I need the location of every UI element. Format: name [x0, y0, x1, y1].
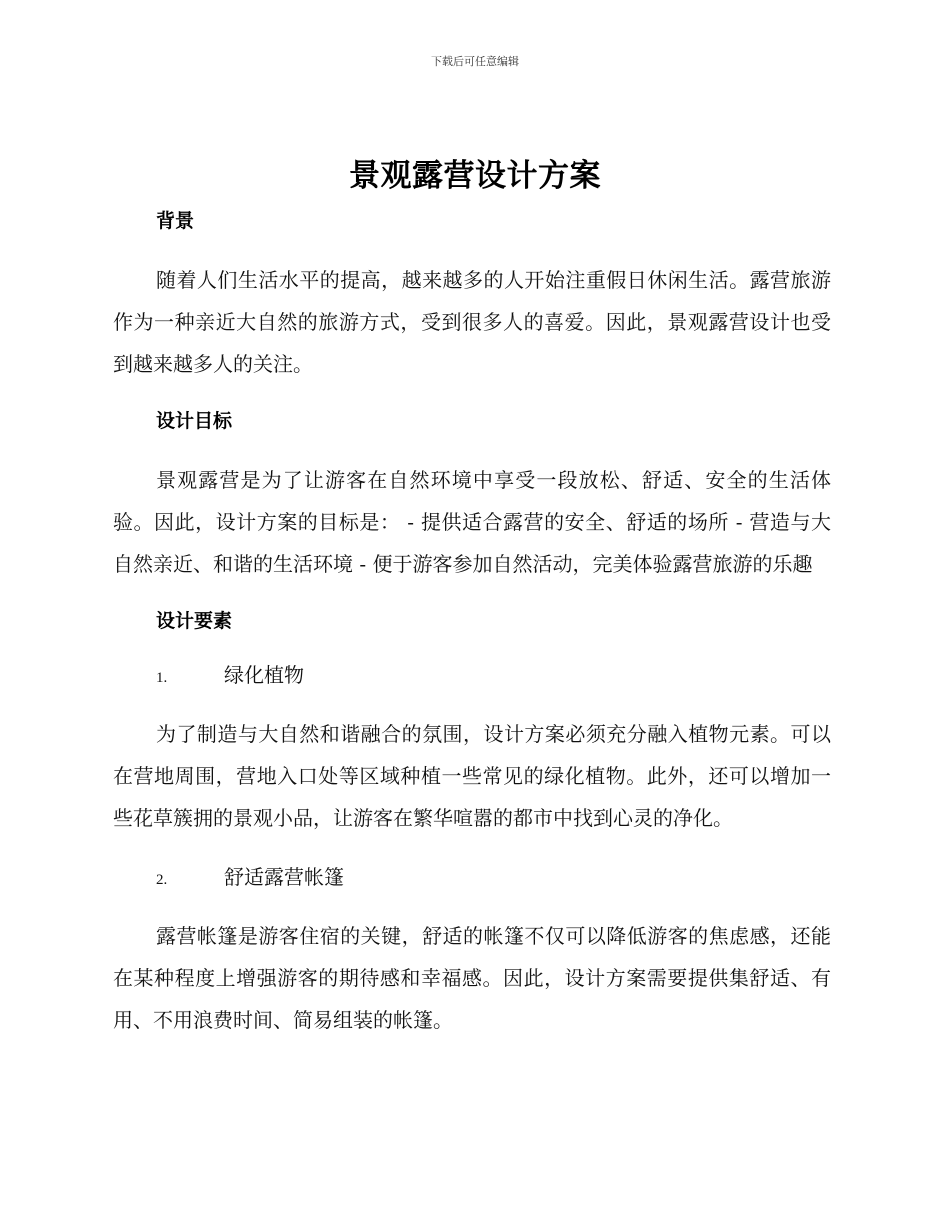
document-body	[113, 205, 831, 1041]
list-item-tents	[113, 861, 831, 893]
list-number: 2.	[156, 872, 168, 888]
header-note: 下载后可任意编辑	[431, 55, 519, 68]
heading-design-elements: 设计要素	[156, 610, 233, 632]
paragraph-tents: 露营帐篷是游客住宿的关键，舒适的帐篷不仅可以降低游客的焦虑感，还能在某种程度上增强游客的期待感和幸福感。因此，设计方案需要提供集舒适、有用、不用浪费时间、简易组装的帐篷。	[113, 924, 831, 1032]
document-title: 景观露营设计方案	[349, 158, 601, 194]
list-item-label: 绿化植物	[224, 663, 304, 687]
heading-background: 背景	[156, 210, 195, 232]
paragraph-background: 随着人们生活水平的提高，越来越多的人开始注重假日休闲生活。露营旅游作为一种亲近大自然的旅游方式，受到很多人的喜爱。因此，景观露营设计也受到越来越多人的关注。	[113, 268, 831, 376]
list-number: 1.	[156, 670, 168, 686]
heading-design-goal: 设计目标	[156, 410, 233, 432]
paragraph-greenery: 为了制造与大自然和谐融合的氛围，设计方案必须充分融入植物元素。可以在营地周围，营地入口处等区域种植一些常见的绿化植物。此外，还可以增加一些花草簇拥的景观小品，让游客在繁华喧嚣的都市中找到心灵的净化。	[113, 722, 831, 830]
list-item-label: 舒适露营帐篷	[224, 865, 344, 889]
list-item-greenery	[113, 659, 831, 691]
paragraph-design-goal: 景观露营是为了让游客在自然环境中享受一段放松、舒适、安全的生活体验。因此，设计方案的目标是： - 提供适合露营的安全、舒适的场所 - 营造与大自然亲近、和谐的生活环境 - 便于游客参加自然活动，完美体验露营旅游的乐趣	[113, 468, 831, 576]
